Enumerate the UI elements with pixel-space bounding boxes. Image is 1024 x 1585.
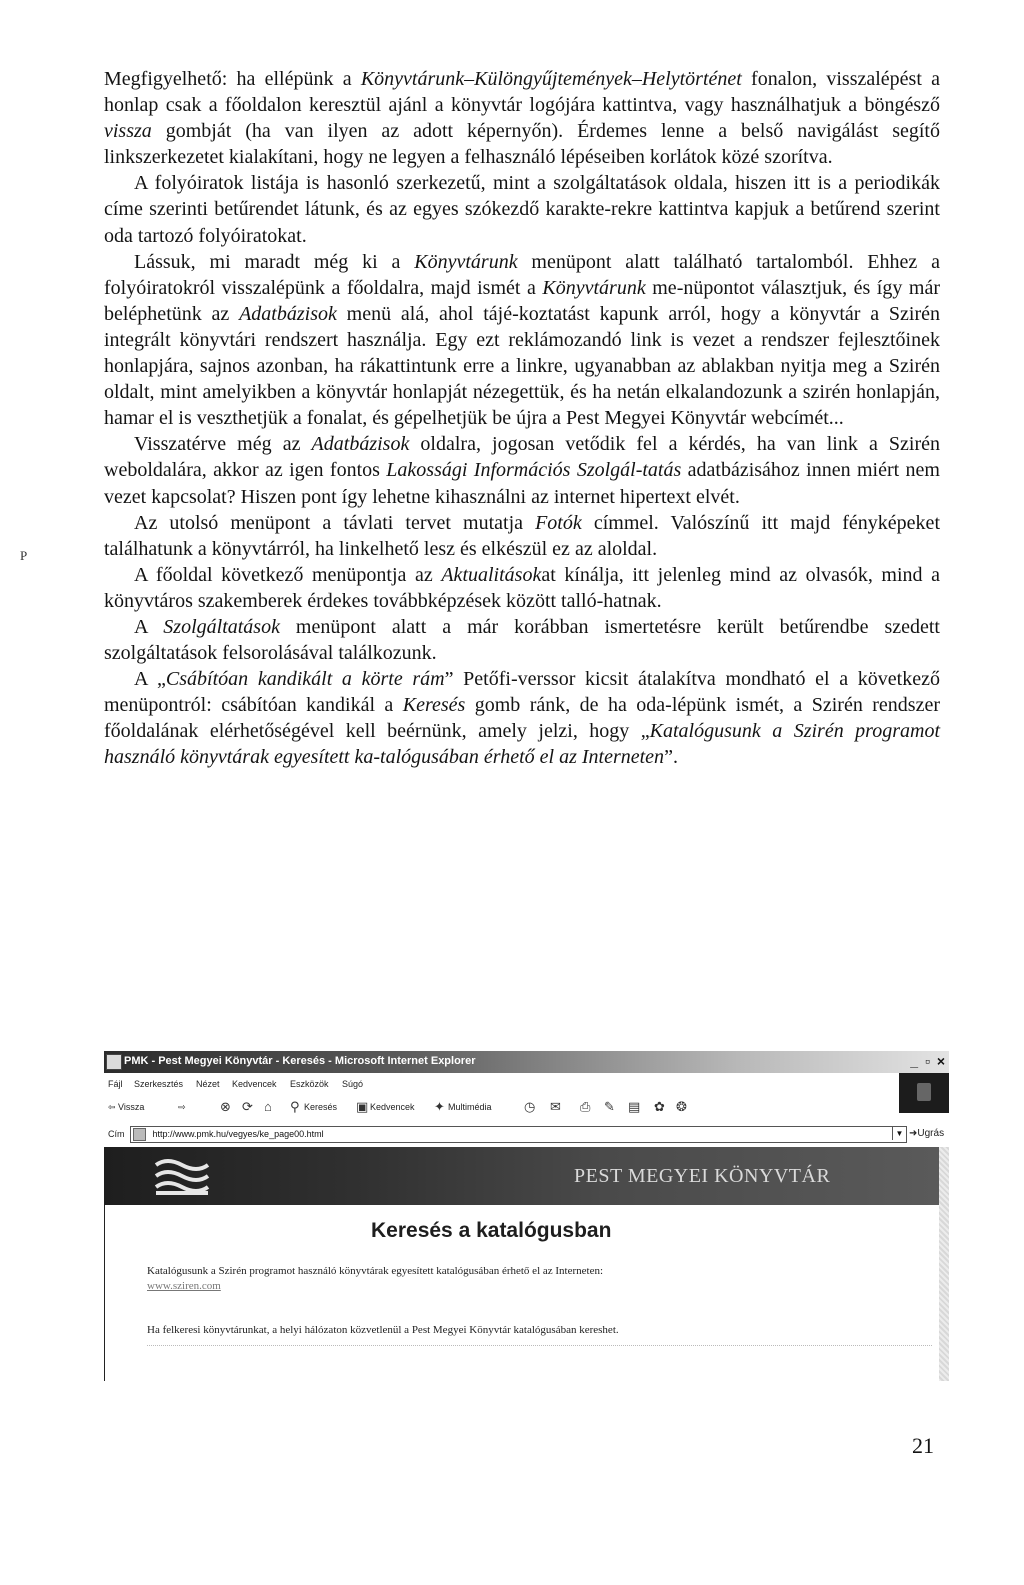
menu-edit[interactable]: Szerkesztés bbox=[134, 1079, 184, 1089]
italic-run: Lakossági Információs Szolgál-tatás bbox=[386, 459, 682, 482]
address-bar bbox=[104, 1123, 949, 1145]
menu-file[interactable]: Fájl bbox=[108, 1079, 123, 1089]
italic-run: vissza bbox=[104, 120, 152, 143]
back-button[interactable]: ⇦ Vissza bbox=[108, 1102, 145, 1112]
print-icon[interactable]: ⎙ bbox=[580, 1099, 591, 1114]
text-run: oldalra, jogosan vetődik fel a kérdés, ha van link a Szirén weboldalára, akkor az igen fontos bbox=[104, 433, 941, 482]
body-text bbox=[104, 66, 940, 771]
menu-favorites[interactable]: Kedvencek bbox=[232, 1079, 277, 1089]
italic-run: Könyvtárunk bbox=[542, 276, 646, 299]
multimedia-icon: ✦ bbox=[434, 1099, 445, 1114]
site-name: PEST MEGYEI KÖNYVTÁR bbox=[574, 1165, 831, 1187]
paragraph-2 bbox=[104, 170, 940, 248]
paragraph-3 bbox=[104, 249, 940, 432]
multimedia-button[interactable]: Multimédia bbox=[448, 1102, 492, 1112]
browser-screenshot bbox=[104, 1051, 949, 1381]
italic-run: Aktualitások bbox=[441, 563, 542, 586]
text-run: Lássuk, mi maradt még ki a bbox=[134, 250, 415, 273]
menubar bbox=[104, 1075, 949, 1093]
italic-run: Csábítóan kandikált a körte rám bbox=[165, 668, 445, 691]
mail-icon[interactable]: ✉ bbox=[550, 1099, 561, 1114]
text-run: adatbázisához innen miért nem vezet kapcsolat? Hiszen pont így lehetne kihasználni az internet hipertext elvét. bbox=[104, 459, 940, 508]
minimize-button[interactable]: _ bbox=[910, 1053, 919, 1069]
margin-mark: P bbox=[20, 548, 28, 563]
content-frame bbox=[104, 1205, 940, 1381]
text-run: A bbox=[134, 615, 164, 638]
text-run: Az utolsó menüpont a távlati tervet mutatja bbox=[134, 511, 536, 534]
stop-icon[interactable]: ⊗ bbox=[220, 1099, 231, 1114]
text-run: címmel. Valószínű itt majd fényképeket találhatunk a könyvtárról, ha linkelhető lesz és elkészül ez az aloldal. bbox=[104, 511, 940, 560]
home-icon[interactable]: ⌂ bbox=[264, 1099, 272, 1114]
text-run: gomb ránk, de ha oda-lépünk ismét, a Szirén rendszer főoldalának elérhetőségével kell beérnünk, amely jelzi, hogy „ bbox=[104, 694, 940, 743]
text-run: A „ bbox=[134, 668, 166, 691]
divider bbox=[147, 1345, 932, 1346]
tool-icon[interactable]: ❂ bbox=[676, 1099, 687, 1114]
toolbar bbox=[104, 1097, 894, 1119]
italic-run: Fotók bbox=[535, 511, 582, 534]
italic-run: Könyvtárunk bbox=[414, 250, 518, 273]
catalog-text: Katalógusunk a Szirén programot használó könyvtárak egyesített katalógusában érhető el az Interneten: bbox=[147, 1265, 604, 1277]
window-controls bbox=[907, 1053, 945, 1069]
maximize-button[interactable]: ▫ bbox=[924, 1053, 930, 1069]
local-network-text: Ha felkeresi könyvtárunkat, a helyi hálózaton közvetlenül a Pest Megyei Könyvtár katalógusában kereshet. bbox=[147, 1324, 619, 1336]
italic-run: Katalógusunk a Szirén programot használó könyvtárak egyesített ka-talógusában érhető el az Interneten bbox=[104, 720, 941, 769]
text-run: fonalon, visszalépést a honlap csak a főoldalon keresztül ajánl a könyvtár logójára kattintva, vagy használhatjuk a böngésző bbox=[104, 68, 941, 117]
refresh-icon[interactable]: ⟳ bbox=[242, 1099, 253, 1114]
go-button[interactable] bbox=[909, 1128, 944, 1139]
address-input[interactable] bbox=[130, 1126, 907, 1143]
menu-tools[interactable]: Eszközök bbox=[290, 1079, 329, 1089]
italic-run: Szolgáltatások bbox=[163, 615, 280, 638]
text-run: ” Petőfi-verssor kicsit átalakítva mondható el a következő menüpontról: csábítóan kandikál a bbox=[104, 668, 940, 717]
paragraph-6 bbox=[104, 562, 940, 614]
address-url: http://www.pmk.hu/vegyes/ke_page00.html bbox=[152, 1129, 324, 1139]
search-icon: ⚲ bbox=[290, 1099, 300, 1114]
menu-view[interactable]: Nézet bbox=[196, 1079, 220, 1089]
paragraph-8 bbox=[104, 666, 940, 770]
text-run: A főoldal következő menüpontja az bbox=[134, 563, 442, 586]
favorites-icon: ▣ bbox=[356, 1099, 369, 1114]
text-run: menüpont alatt található tartalomból. Ehhez a folyóiratokról visszalépünk a főoldalra, majd ismét a bbox=[104, 250, 940, 299]
text-run: menü alá, ahol tájé-koztatást kapunk arról, hogy a könyvtár a Szirén integrált könyvtári rendszert használja. Egy ezt reklámozandó link is vezet a rendszer fejlesztőinek honlapjára, sajnos azonban, ha rákattintunk erre a linkre, ugyanabban az ablakban nyitja meg a Szirén oldalt, mint amelyikben a könyvtár honlapját nézegettük, és ha netán elkalandozunk a szirén honlapján, hamar el is veszthetjük a fonalat, és gépelhetjük be újra a Pest Megyei Könyvtár webcímét... bbox=[104, 302, 940, 430]
italic-run: Adatbázisok bbox=[239, 302, 337, 325]
ie-throbber bbox=[899, 1073, 949, 1113]
messenger-icon[interactable]: ✿ bbox=[654, 1099, 665, 1114]
text-run: me-nüpontot választjuk, és így már beléphetünk az bbox=[104, 276, 940, 325]
italic-run: Könyvtárunk–Különgyűjtemények–Helytörténet bbox=[360, 68, 742, 90]
paragraph-1 bbox=[104, 66, 940, 170]
ie-icon bbox=[106, 1054, 122, 1070]
go-arrow-icon: ➜ bbox=[909, 1128, 918, 1139]
site-banner bbox=[104, 1147, 939, 1205]
paragraph-5 bbox=[104, 510, 940, 562]
italic-run: Keresés bbox=[402, 694, 466, 717]
edit-icon[interactable]: ✎ bbox=[604, 1099, 615, 1114]
forward-button[interactable]: ⇨ bbox=[178, 1102, 186, 1112]
search-button[interactable]: Keresés bbox=[304, 1102, 338, 1112]
scrollbar[interactable] bbox=[939, 1147, 949, 1381]
text-run: Visszatérve még az bbox=[134, 433, 312, 456]
window-title: PMK - Pest Megyei Könyvtár - Keresés - Microsoft Internet Explorer bbox=[124, 1055, 476, 1067]
sziren-link[interactable]: www.sziren.com bbox=[147, 1280, 221, 1292]
catalog-heading: Keresés a katalógusban bbox=[371, 1219, 612, 1242]
paragraph-4 bbox=[104, 431, 940, 509]
text-run: at kínálja, itt jelenleg mind az olvasók, mind a könyvtáros szakemberek érdekes továbbképzések között talló-hatnak. bbox=[104, 563, 940, 612]
text-run: A folyóiratok listája is hasonló szerkezetű, mint a szolgáltatások oldala, hiszen itt is a periodikák címe szerinti betűrendet látunk, és az egyes szókezdő karakte-rekre kattintva kapjuk a betűrend szerint oda tartozó folyóiratokat. bbox=[104, 172, 940, 247]
page-icon bbox=[133, 1128, 146, 1141]
history-icon[interactable]: ◷ bbox=[524, 1099, 536, 1114]
text-run: ”. bbox=[664, 746, 678, 769]
favorites-button[interactable]: Kedvencek bbox=[370, 1102, 415, 1112]
address-label: Cím bbox=[108, 1129, 125, 1139]
discuss-icon[interactable]: ▤ bbox=[628, 1099, 641, 1114]
page-number: 21 bbox=[912, 1433, 934, 1458]
paragraph-7 bbox=[104, 614, 940, 666]
menu-help[interactable]: Súgó bbox=[342, 1079, 364, 1089]
text-run: menüpont alatt a már korábban ismertetésre került betűrendbe szedett szolgáltatások felsorolásával találkozunk. bbox=[104, 615, 940, 665]
go-label: Ugrás bbox=[917, 1128, 945, 1139]
chevron-down-icon[interactable]: ▼ bbox=[892, 1127, 906, 1140]
close-button[interactable]: × bbox=[936, 1053, 945, 1069]
window-titlebar bbox=[104, 1051, 949, 1073]
library-logo-icon[interactable] bbox=[152, 1155, 212, 1197]
text-run: gombját (ha van ilyen az adott képernyőn). Érdemes lenne a belső navigálást segítő linkszerkezetet kialakítani, hogy ne legyen a felhasználó lépéseiben korlátok közé szorítva. bbox=[104, 120, 940, 169]
text-run: Megfigyelhető: ha ellépünk a bbox=[104, 68, 361, 90]
italic-run: Adatbázisok bbox=[311, 433, 410, 456]
